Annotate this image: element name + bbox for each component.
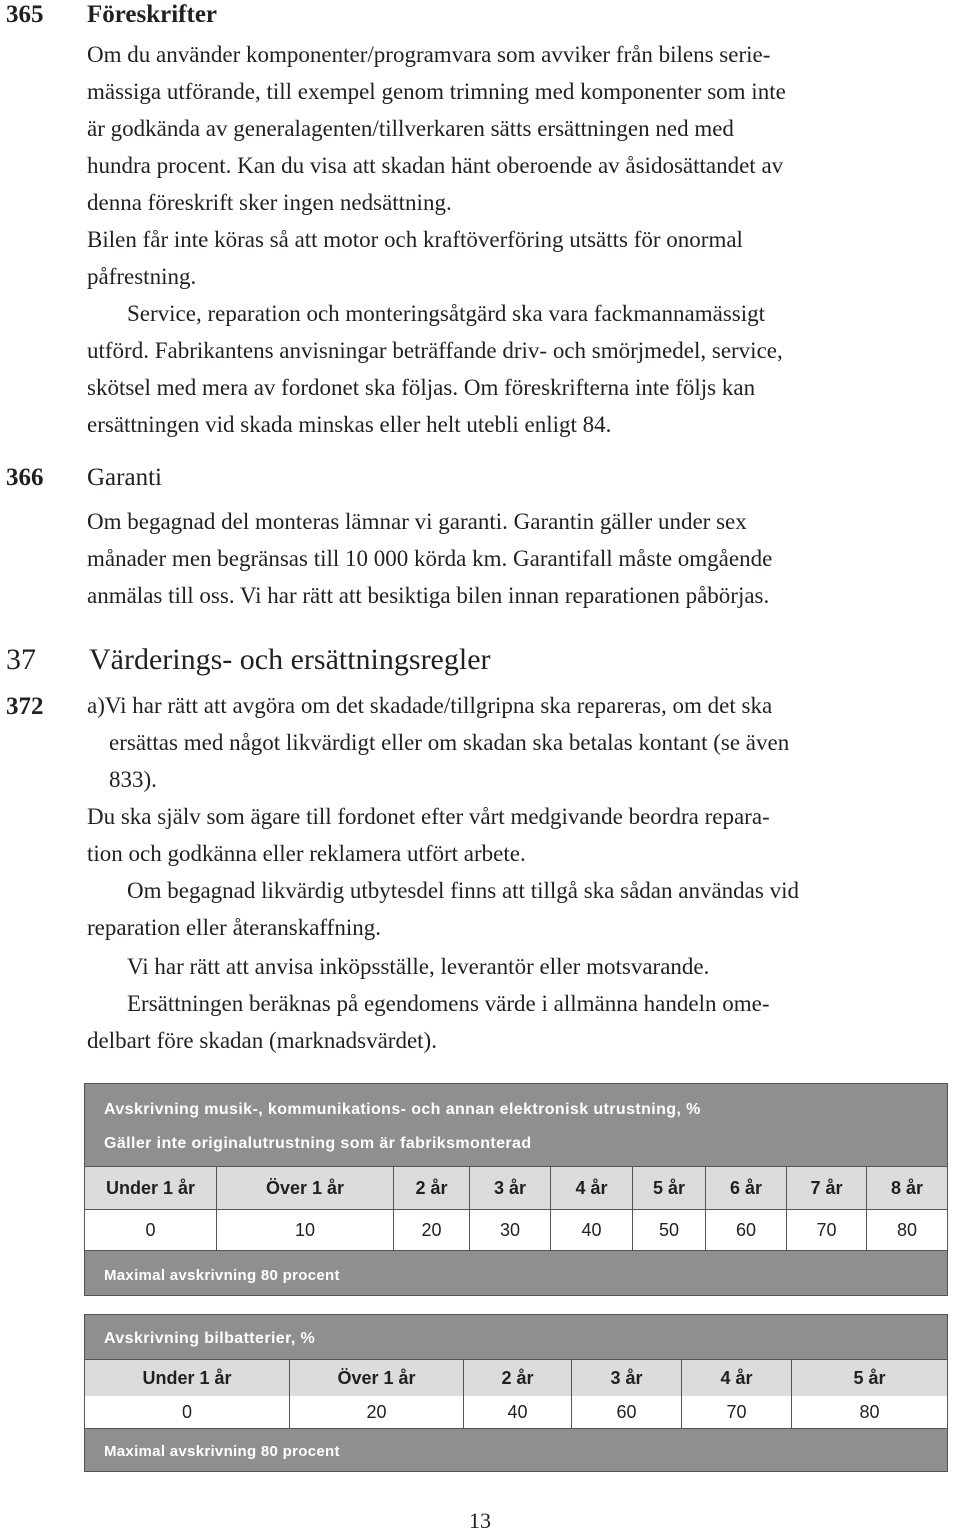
table1-header-row	[85, 1166, 947, 1210]
section-37-title: Värderings- och ersättningsregler	[89, 643, 491, 676]
table2-header-cell: 4 år	[682, 1360, 792, 1396]
table1-subtitle: Gäller inte originalutrustning som är fabriksmonterad	[104, 1135, 532, 1152]
s366-line-2: månader men begränsas till 10 000 körda km. Garantifall måste omgående	[87, 546, 773, 571]
section-365-title: Föreskrifter	[87, 1, 218, 28]
table2-title: Avskrivning bilbatterier, %	[104, 1330, 316, 1347]
s365-line-10: skötsel med mera av fordonet ska följas. Om föreskrifterna inte följs kan	[87, 375, 756, 400]
section-37-number: 37	[6, 643, 36, 676]
table1-header-cell: Under 1 år	[85, 1167, 217, 1209]
table1-header-cell: 2 år	[394, 1167, 470, 1209]
table2-header-cell: 2 år	[464, 1360, 572, 1396]
table1-value-cell: 20	[394, 1210, 470, 1250]
table1-header-cell: 3 år	[470, 1167, 551, 1209]
s365-line-2: mässiga utförande, till exempel genom trimning med komponenter som inte	[87, 79, 786, 104]
table1-header-cell: 7 år	[787, 1167, 867, 1209]
s372-line-9: Ersättningen beräknas på egendomens värde i allmänna handeln ome-	[127, 991, 770, 1016]
s365-line-1: Om du använder komponenter/programvara som avviker från bilens serie-	[87, 42, 771, 67]
table2-value-cell: 60	[572, 1396, 682, 1428]
s365-line-5: denna föreskrift sker ingen nedsättning.	[87, 190, 452, 215]
s365-line-6: Bilen får inte köras så att motor och kraftöverföring utsätts för onormal	[87, 227, 743, 252]
s365-line-8: Service, reparation och monteringsåtgärd ska vara fackmannamässigt	[127, 301, 766, 326]
table1-value-cell: 10	[217, 1210, 394, 1250]
section-366-title: Garanti	[87, 464, 162, 491]
section-366-number: 366	[6, 464, 44, 491]
table1-header-cell: 8 år	[890, 1177, 924, 1198]
table2-value-cell: 70	[682, 1396, 792, 1428]
s372-line-5: tion och godkänna eller reklamera utfört arbete.	[87, 841, 526, 866]
table2-header-cell: 3 år	[572, 1360, 682, 1396]
table2-header-cell: 5 år	[853, 1367, 886, 1388]
table1-value-cell: 50	[633, 1210, 706, 1250]
s365-line-4: hundra procent. Kan du visa att skadan hänt oberoende av åsidosättandet av	[87, 153, 784, 178]
depreciation-table-batteries	[84, 1314, 948, 1472]
table1-value-cell: 40	[551, 1210, 633, 1250]
table1-title: Avskrivning musik-, kommunikations- och annan elektronisk utrustning, %	[104, 1101, 701, 1118]
s372-line-6: Om begagnad likvärdig utbytesdel finns att tillgå ska sådan användas vid	[127, 878, 799, 903]
s372-line-1: a)Vi har rätt att avgöra om det skadade/tillgripna ska repareras, om det ska	[87, 693, 773, 718]
table2-value-row	[85, 1396, 947, 1429]
table2-value-cell: 80	[859, 1401, 880, 1422]
s365-line-11: ersättningen vid skada minskas eller helt utebli enligt 84.	[87, 412, 612, 437]
page-number: 13	[469, 1508, 491, 1533]
table2-value-cell: 40	[464, 1396, 572, 1428]
table2-value-cell: 0	[85, 1396, 290, 1428]
table1-footer: Maximal avskrivning 80 procent	[104, 1267, 340, 1284]
section-365-number: 365	[6, 1, 44, 28]
s372-line-2: ersättas med något likvärdigt eller om skadan ska betalas kontant (se även	[109, 730, 790, 755]
s372-line-3: 833).	[109, 767, 157, 792]
s372-line-8: Vi har rätt att anvisa inköpsställe, leverantör eller motsvarande.	[127, 954, 710, 979]
table1-header-cell: 4 år	[551, 1167, 633, 1209]
table1-value-cell: 30	[470, 1210, 551, 1250]
table1-value-row	[85, 1210, 947, 1251]
table1-header-cell: 5 år	[633, 1167, 706, 1209]
s365-line-9: utförd. Fabrikantens anvisningar beträffande driv- och smörjmedel, service,	[87, 338, 783, 363]
s372-line-7: reparation eller återanskaffning.	[87, 915, 381, 940]
s365-line-7: påfrestning.	[87, 264, 197, 289]
table1-value-cell: 70	[787, 1210, 867, 1250]
s365-line-3: är godkända av generalagenten/tillverkaren sätts ersättningen ned med	[87, 116, 734, 141]
s366-line-3: anmälas till oss. Vi har rätt att besiktiga bilen innan reparationen påbörjas.	[87, 583, 770, 608]
table2-value-cell: 20	[290, 1396, 464, 1428]
table2-header-cell: Under 1 år	[85, 1360, 290, 1396]
s372-line-10: delbart före skadan (marknadsvärdet).	[87, 1028, 437, 1053]
table1-header-cell: 6 år	[706, 1167, 787, 1209]
table2-header-row	[85, 1359, 947, 1397]
table2-footer: Maximal avskrivning 80 procent	[104, 1443, 340, 1460]
s366-line-1: Om begagnad del monteras lämnar vi garanti. Garantin gäller under sex	[87, 509, 747, 534]
table1-value-cell: 80	[896, 1219, 918, 1240]
s372-line-4: Du ska själv som ägare till fordonet efter vårt medgivande beordra repara-	[87, 804, 770, 829]
table1-value-cell: 60	[706, 1210, 787, 1250]
table1-value-cell: 0	[85, 1210, 217, 1250]
table1-header-cell: Över 1 år	[217, 1167, 394, 1209]
table2-header-cell: Över 1 år	[290, 1360, 464, 1396]
section-372-number: 372	[6, 693, 44, 720]
depreciation-table-electronics	[84, 1083, 948, 1296]
